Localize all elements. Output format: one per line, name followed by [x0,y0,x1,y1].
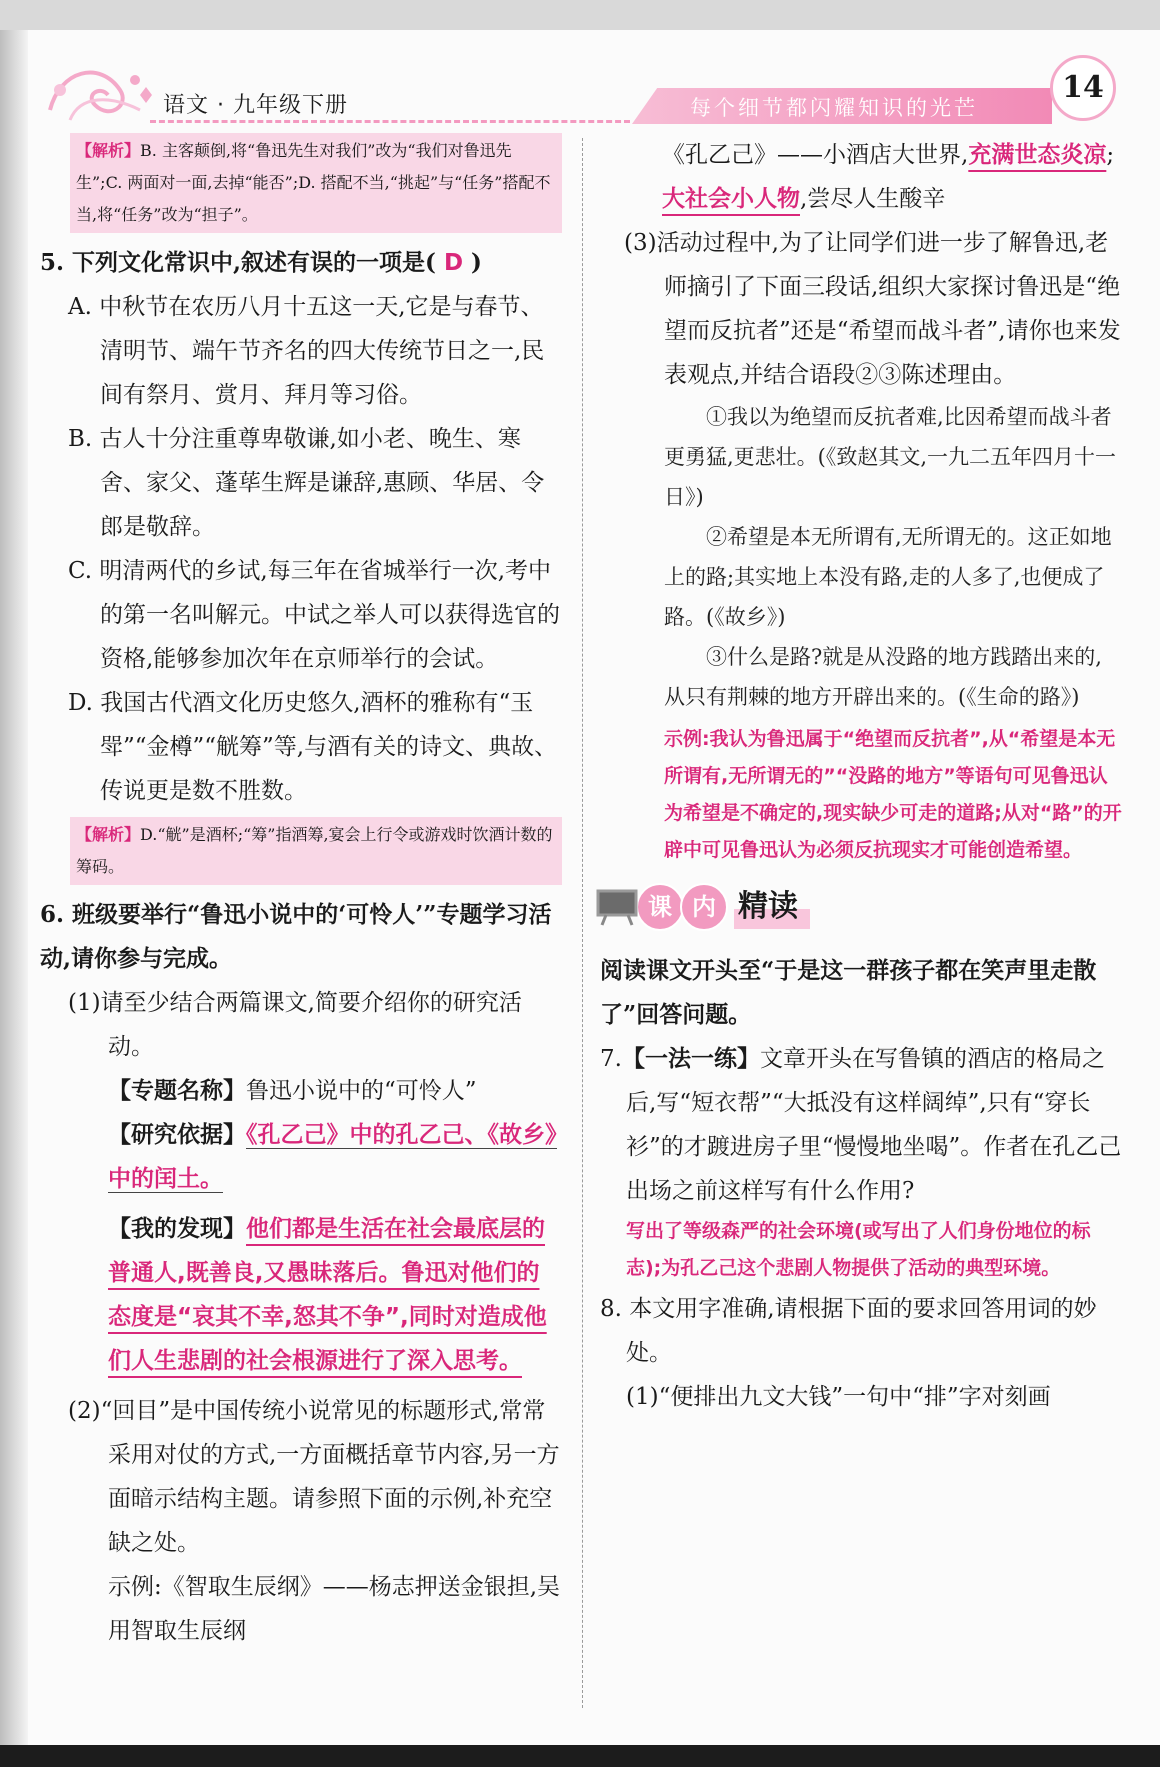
basis-label: 【研究依据】 [108,1121,246,1148]
quote-3: ③什么是路?就是从没路的地方践踏出来的,从只有荆棘的地方开辟出来的。(《生命的路》) [664,645,1102,709]
question-6-sub2: (2)“回目”是中国传统小说常见的标题形式,常常采用对仗的方式,一方面概括章节内容,另一方面暗示结构主题。请参照下面的示例,补充空缺之处。 [68,1398,560,1556]
question-5-answer: D [443,250,464,276]
header-slogan: 每个细节都闪耀知识的光芒 [690,96,978,120]
option-a: A. 中秋节在农历八月十五这一天,它是与春节、清明节、端午节齐名的四大传统节日之一,民间有祭月、赏月、拜月等习俗。 [68,294,545,408]
question-5-stem [40,241,562,285]
quote-2: ②希望是本无所谓有,无所谓无的。这正如地上的路;其实地上本没有路,走的人多了,也便成了路。(《故乡》) [664,525,1112,629]
section-heading [594,877,1122,937]
question-7-text: 文章开头在写鲁镇的酒店的格局之后,写“短衣帮”“大抵没有这样阔绰”,只有“穿长衫”的才踱进房子里“慢慢地坐喝”。作者在孔乙己出场之前这样写有什么作用? [626,1046,1122,1204]
basis-answer: 《孔乙己》中的孔乙己、《故乡》中的闰土。 [108,1122,557,1192]
flourish-ornament-icon [40,50,160,130]
analysis-text: D.“觥”是酒杯;“筹”指酒筹,宴会上行令或游戏时饮酒计数的筹码。 [76,825,553,876]
analysis-tag: 【解析】 [76,141,141,160]
couplet-answer-row [662,133,1122,221]
page-number: 14 [1050,55,1116,121]
option-c: C. 明清两代的乡试,每三年在省城举行一次,考中的第一名叫解元。中试之举人可以获得选官的资格,能够参加次年在京师举行的会试。 [68,558,560,672]
couplet-suffix: ,尝尽人生酸辛 [800,186,946,212]
section-char-2: 内 [680,883,728,931]
couplet-blank-1: 充满世态炎凉 [968,142,1107,168]
binding-shadow [0,30,28,1745]
couplet-sep: ; [1106,142,1115,168]
analysis-text: B. 主客颠倒,将“鲁迅先生对我们”改为“我们对鲁迅先生”;C. 两面对一面,去掉“能否”;D. 搭配不当,“挑起”与“任务”搭配不当,将“任务”改为“担子”。 [76,141,551,224]
topic-label: 【专题名称】 [108,1077,246,1104]
topic-value: 鲁迅小说中的“可怜人” [246,1078,477,1104]
analysis-tag: 【解析】 [76,825,141,844]
option-b: B. 古人十分注重尊卑敬谦,如小老、晚生、寒舍、家父、蓬荜生辉是谦辞,惠顾、华居、令郎是敬辞。 [68,426,545,540]
right-column [602,133,1122,1419]
question-7-tag: 【一法一练】 [621,1045,760,1072]
question-7-number: 7. [600,1046,622,1072]
finding-label: 【我的发现】 [108,1215,246,1242]
column-divider [582,138,583,1708]
question-6-stem: 6. 班级要举行“鲁迅小说中的‘可怜人’”专题学习活动,请你参与完成。 [40,901,552,972]
section-char-1: 课 [636,883,684,931]
bottom-bar [0,1745,1160,1767]
question-6-sub1: (1)请至少结合两篇课文,简要介绍你的研究活动。 [68,990,522,1060]
question-7-answer: 写出了等级森严的社会环境(或写出了人们身份地位的标志);为孔乙己这个悲剧人物提供了活动的典型环境。 [626,1220,1091,1279]
reading-instruction: 阅读课文开头至“于是这一群孩子都在笑声里走散了”回答问题。 [600,957,1097,1028]
question-5-close: ) [471,249,482,276]
section-title: 精读 [734,885,810,929]
option-d: D. 我国古代酒文化历史悠久,酒杯的雅称有“玉斝”“金樽”“觥筹”等,与酒有关的诗文、典故、传说更是数不胜数。 [68,690,558,804]
question-8: 8. 本文用字准确,请根据下面的要求回答用词的妙处。 [600,1296,1097,1366]
header-dash-line [150,120,630,123]
topic-row [108,1069,562,1113]
blackboard-icon [594,887,640,927]
example-line: 示例:《智取生辰纲》——杨志押送金银担,吴用智取生辰纲 [108,1574,561,1644]
analysis-box-q5 [70,817,562,885]
basis-row [108,1113,562,1201]
analysis-box-q4 [70,133,562,233]
question-5-text: 5. 下列文化常识中,叙述有误的一项是( [40,249,436,276]
question-6-answer-3: 示例:我认为鲁迅属于“绝望而反抗者”,从“希望是本无所谓有,无所谓无的”“没路的地方”等语句可见鲁迅认为希望是不确定的,现实缺少可走的道路;从对“路”的开辟中可见鲁迅认为必须反抗现实才可能创造希望。 [664,728,1122,861]
quote-1: ①我以为绝望而反抗者难,比因希望而战斗者更勇猛,更悲壮。(《致赵其文,一九二五年四月十一日》) [664,405,1117,509]
left-column [40,133,562,1653]
couplet-prefix: 《孔乙己》——小酒店大世界, [662,142,969,168]
question-8-sub1: (1)“便排出九文大钱”一句中“排”字对刻画 [626,1384,1051,1410]
question-7 [600,1037,1122,1213]
question-6-sub3: (3)活动过程中,为了让同学们进一步了解鲁迅,老师摘引了下面三段话,组织大家探讨鲁迅是“绝望而反抗者”还是“希望而战斗者”,请你也来发表观点,并结合语段②③陈述理由。 [624,230,1121,388]
book-title: 语文 · 九年级下册 [163,93,348,118]
couplet-blank-2: 大社会小人物 [662,186,800,212]
finding-row [108,1207,562,1383]
finding-answer: 他们都是生活在社会最底层的普通人,既善良,又愚昧落后。鲁迅对他们的态度是“哀其不幸,怒其不争”,同时对造成他们人生悲剧的社会根源进行了深入思考。 [108,1216,547,1374]
